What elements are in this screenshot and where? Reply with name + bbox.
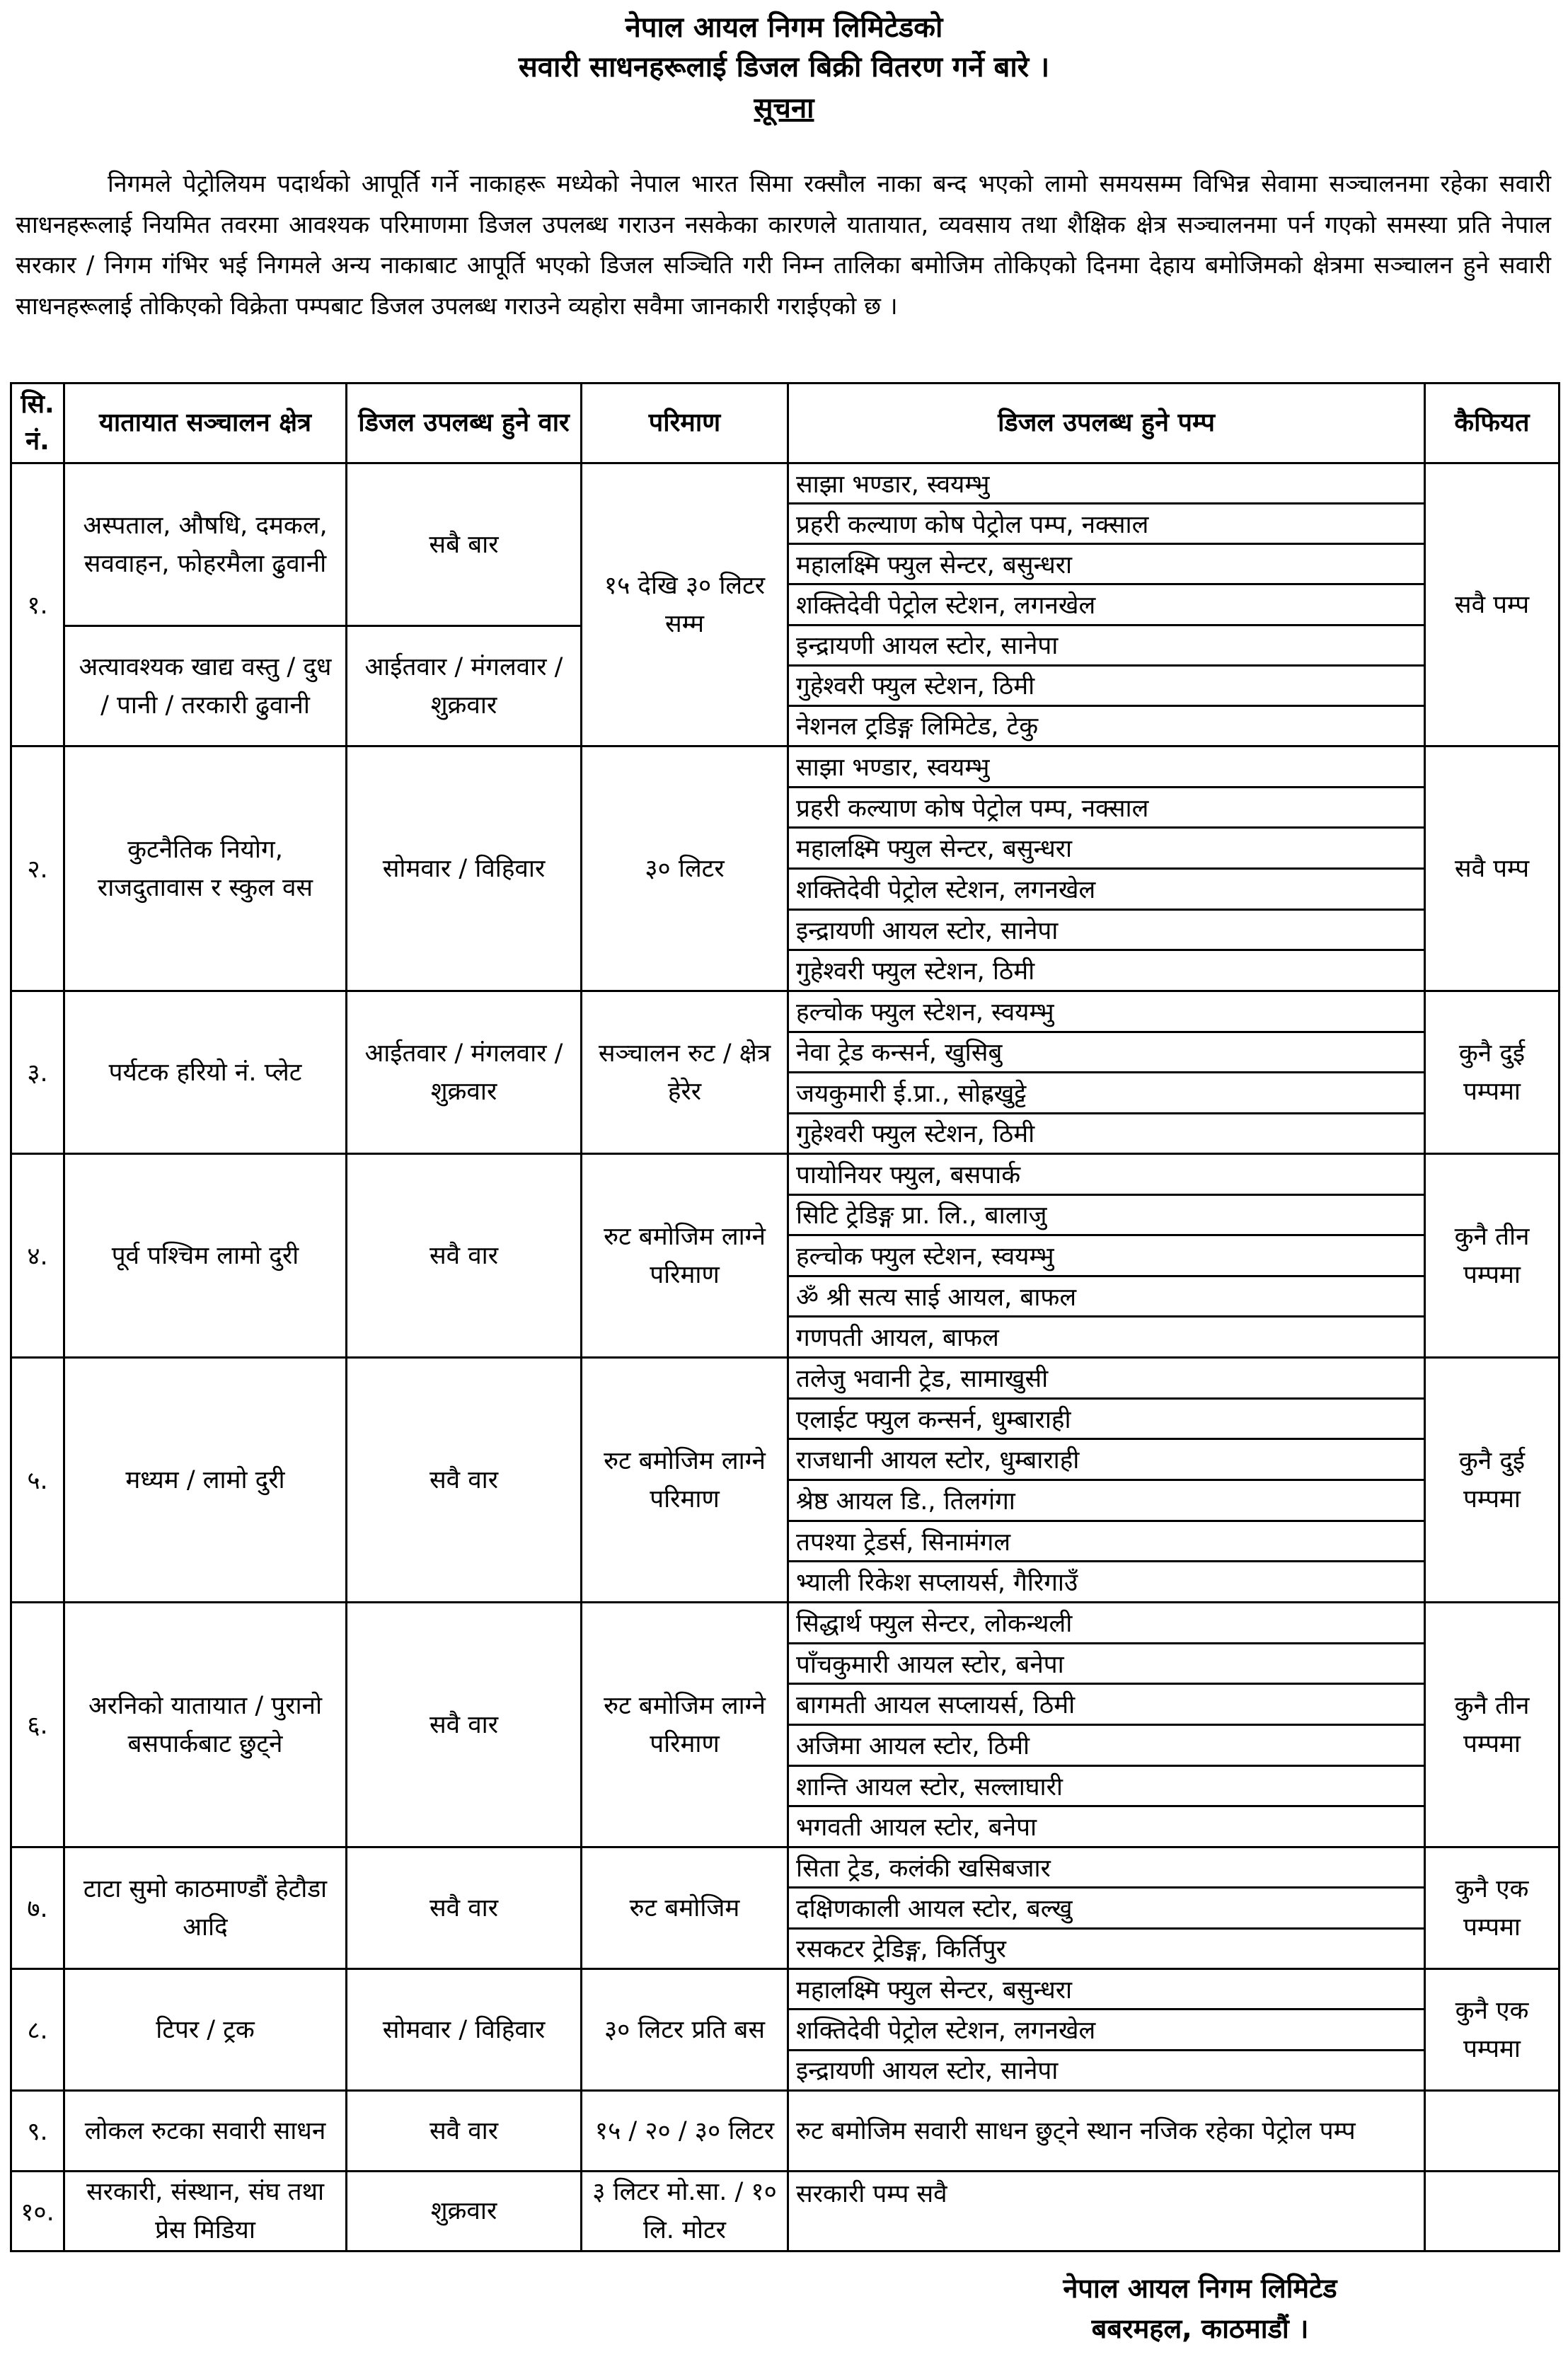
table-row — [11, 2172, 1560, 2251]
pump-item: प्रहरी कल्याण कोष पेट्रोल पम्प, नक्साल — [789, 788, 1424, 829]
table-row — [11, 1358, 1560, 1603]
row-qty: १५ / २० / ३० लिटर — [582, 2091, 788, 2172]
pump-item: तलेजु भवानी ट्रेड, सामाखुसी — [789, 1359, 1424, 1400]
row-sector: टाटा सुमो काठमाण्डौं हेटौडा आदि — [64, 1847, 347, 1969]
row-day: सवै वार — [347, 2091, 582, 2172]
table-row — [11, 1603, 1560, 1847]
pump-item: गुहेश्वरी फ्युल स्टेशन, ठिमी — [796, 957, 1035, 986]
pump-item: शान्ति आयल स्टोर, सल्लाघारी — [789, 1767, 1424, 1808]
row-qty: रुट बमोजिम लाग्ने परिमाण — [582, 1358, 788, 1603]
row-pumps — [788, 746, 1425, 991]
row-qty: रुट बमोजिम लाग्ने परिमाण — [582, 1603, 788, 1847]
row-day: सवै वार — [347, 1154, 582, 1358]
row-pumps — [788, 1847, 1425, 1969]
row-remark: कुनै एक पम्पमा — [1425, 1969, 1560, 2091]
pump-item: इन्द्रायणी आयल स्टोर, सानेपा — [789, 626, 1424, 667]
pump-item: प्रहरी कल्याण कोष पेट्रोल पम्प, नक्साल — [789, 504, 1424, 545]
intro-paragraph: निगमले पेट्रोलियम पदार्थको आपूर्ति गर्ने नाकाहरू मध्येको नेपाल भारत सिमा रक्सौल नाका बन्द भएको लामो समयसम्म विभिन्न सेवामा सञ्चालनमा रहेका सवारी साधनहरूलाई नियमित तवरमा आवश्यक परिमाणमा डिजल उपलब्ध गराउन नसकेका कारणले यातायात, व्यवसाय तथा शैक्षिक क्षेत्र सञ्चालनमा पर्न गएको समस्या प्रति नेपाल सरकार / निगम गंभिर भई निगमले अन्य नाकाबाट आपूर्ति भएको डिजल सञ्चिति गरी निम्न तालिका बमोजिम तोकिएको दिनमा देहाय बमोजिमको क्षेत्रमा सञ्चालन हुने सवारी साधनहरूलाई तोकिएको विक्रेता पम्पबाट डिजल उपलब्ध गराउने व्यहोरा सवैमा जानकारी गराईएको छ । — [16, 170, 1551, 321]
pump-item: इन्द्रायणी आयल स्टोर, सानेपा — [796, 2057, 1059, 2086]
pump-item: बागमती आयल सप्लायर्स, ठिमी — [789, 1685, 1424, 1726]
pump-item: पायोनियर फ्युल, बसपार्क — [789, 1155, 1424, 1196]
header-sector: यातायात सञ्चालन क्षेत्र — [64, 384, 347, 463]
pump-item: गुहेश्वरी फ्युल स्टेशन, ठिमी — [796, 1120, 1035, 1149]
row-day: सोमवार / विहिवार — [347, 1969, 582, 2091]
row-day: सवै वार — [347, 1847, 582, 1969]
row-day: सोमवार / विहिवार — [347, 746, 582, 991]
pump-item: रसकटर ट्रेडिङ्ग, किर्तिपुर — [796, 1935, 1006, 1964]
pump-item: गणपती आयल, बाफल — [796, 1324, 999, 1353]
row-remark: कुनै दुई पम्पमा — [1425, 991, 1560, 1154]
row-remark: कुनै तीन पम्पमा — [1425, 1603, 1560, 1847]
pump-item: एलाईट फ्युल कन्सर्न, धुम्बाराही — [789, 1400, 1424, 1441]
row-day: सवै वार — [347, 1603, 582, 1847]
row-pumps — [788, 1358, 1425, 1603]
pump-item: हल्चोक फ्युल स्टेशन, स्वयम्भु — [789, 1236, 1424, 1277]
row-sector: पूर्व पश्चिम लामो दुरी — [64, 1154, 347, 1358]
row-remark: कुनै दुई पम्पमा — [1425, 1358, 1560, 1603]
row-sn: १. — [11, 463, 64, 746]
row-pumps — [788, 1603, 1425, 1847]
row-pumps — [788, 991, 1425, 1154]
pump-item: नेवा ट्रेड कन्सर्न, खुसिबु — [789, 1033, 1424, 1074]
pump-item: सिता ट्रेड, कलंकी खसिबजार — [789, 1848, 1424, 1889]
header-sn: सि. नं. — [11, 384, 64, 463]
pump-item: महालक्ष्मि फ्युल सेन्टर, बसुन्धरा — [789, 545, 1424, 585]
pump-item: हल्चोक फ्युल स्टेशन, स्वयम्भु — [789, 992, 1424, 1033]
row-sn: ३. — [11, 991, 64, 1154]
row-day: आईतवार / मंगलवार / शुक्रवार — [347, 626, 582, 746]
pump-item: भगवती आयल स्टोर, बनेपा — [796, 1814, 1037, 1843]
row-sector: सरकारी, संस्थान, संघ तथा प्रेस मिडिया — [64, 2172, 347, 2251]
pump-item: तपश्या ट्रेडर्स, सिनामंगल — [789, 1522, 1424, 1563]
row-remark: सवै पम्प — [1425, 746, 1560, 991]
row-qty: रुट बमोजिम लाग्ने परिमाण — [582, 1154, 788, 1358]
row-day: आईतवार / मंगलवार / शुक्रवार — [347, 991, 582, 1154]
notice-subject: सवारी साधनहरूलाई डिजल बिक्री वितरण गर्ने बारे । — [518, 51, 1050, 83]
row-sector: अस्पताल, औषधि, दमकल, सववाहन, फोहरमैला ढुवानी — [64, 463, 347, 626]
pump-item: अजिमा आयल स्टोर, ठिमी — [789, 1726, 1424, 1767]
pump-item: शक्तिदेवी पेट्रोल स्टेशन, लगनखेल — [789, 870, 1424, 911]
pump-item: जयकुमारी ई.प्रा., सोह्रखुट्टे — [789, 1073, 1424, 1114]
footer-address: बबरमहल, काठमाडौं । — [1091, 2313, 1309, 2344]
table-row — [11, 463, 1560, 626]
row-sn: ४. — [11, 1154, 64, 1358]
pump-item: महालक्ष्मि फ्युल सेन्टर, बसुन्धरा — [789, 1970, 1424, 2010]
table-row — [11, 991, 1560, 1154]
pump-item: गुहेश्वरी फ्युल स्टेशन, ठिमी — [789, 667, 1424, 707]
row-sector: मध्यम / लामो दुरी — [64, 1358, 347, 1603]
row-qty: सञ्चालन रुट / क्षेत्र हेरेर — [582, 991, 788, 1154]
row-sector: अरनिको यातायात / पुरानो बसपार्कबाट छुट्ने — [64, 1603, 347, 1847]
table-row — [11, 1969, 1560, 2091]
row-qty: रुट बमोजिम — [582, 1847, 788, 1969]
pump-item: दक्षिणकाली आयल स्टोर, बल्खु — [789, 1889, 1424, 1929]
row-remark — [1425, 2172, 1560, 2251]
row-pump-text: सरकारी पम्प सवै — [788, 2172, 1425, 2251]
row-qty: ३० लिटर — [582, 746, 788, 991]
table-header-row — [11, 384, 1560, 463]
pump-item: इन्द्रायणी आयल स्टोर, सानेपा — [789, 911, 1424, 952]
table-row — [11, 1847, 1560, 1969]
row-sn: ८. — [11, 1969, 64, 2091]
pump-item: शक्तिदेवी पेट्रोल स्टेशन, लगनखेल — [789, 585, 1424, 625]
pump-item: सिटि ट्रेडिङ्ग प्रा. लि., बालाजु — [789, 1196, 1424, 1237]
row-sector: लोकल रुटका सवारी साधन — [64, 2091, 347, 2172]
table-row — [11, 746, 1560, 991]
row-sn: ९. — [11, 2091, 64, 2172]
notice-org-title: नेपाल आयल निगम लिमिटेडको — [625, 11, 943, 44]
table-row — [11, 2091, 1560, 2172]
pump-item: पाँचकुमारी आयल स्टोर, बनेपा — [789, 1644, 1424, 1685]
pump-item: राजधानी आयल स्टोर, धुम्बाराही — [789, 1440, 1424, 1481]
pump-item: साझा भण्डार, स्वयम्भु — [789, 464, 1424, 504]
header-remark: कैफियत — [1425, 384, 1560, 463]
row-sn: ५. — [11, 1358, 64, 1603]
row-qty: १५ देखि ३० लिटर सम्म — [582, 463, 788, 746]
header-qty: परिमाण — [582, 384, 788, 463]
row-remark: सवै पम्प — [1425, 463, 1560, 746]
row-day: सबै बार — [347, 463, 582, 626]
row-sector: कुटनैतिक नियोग, राजदुतावास र स्कुल वस — [64, 746, 347, 991]
row-day: सवै वार — [347, 1358, 582, 1603]
table-row — [11, 1154, 1560, 1358]
row-sector: अत्यावश्यक खाद्य वस्तु / दुध / पानी / तरकारी ढुवानी — [64, 626, 347, 746]
row-qty: ३० लिटर प्रति बस — [582, 1969, 788, 2091]
row-pumps — [788, 463, 1425, 746]
pump-item: सिद्धार्थ फ्युल सेन्टर, लोकन्थली — [789, 1603, 1424, 1644]
notice-label: सूचना — [754, 92, 814, 125]
header-pump: डिजल उपलब्ध हुने पम्प — [788, 384, 1425, 463]
diesel-distribution-table — [10, 382, 1560, 2252]
pump-item: शक्तिदेवी पेट्रोल स्टेशन, लगनखेल — [789, 2010, 1424, 2051]
row-remark: कुनै तीन पम्पमा — [1425, 1154, 1560, 1358]
row-pumps — [788, 1969, 1425, 2091]
pump-item: नेशनल ट्रडिङ्ग लिमिटेड, टेकु — [796, 713, 1039, 742]
pump-item: भ्याली रिकेश सप्लायर्स, गैरिगाउँ — [796, 1569, 1078, 1598]
row-sn: ६. — [11, 1603, 64, 1847]
row-sn: १०. — [11, 2172, 64, 2251]
row-sn: २. — [11, 746, 64, 991]
pump-item: महालक्ष्मि फ्युल सेन्टर, बसुन्धरा — [789, 829, 1424, 870]
row-sector: टिपर / ट्रक — [64, 1969, 347, 2091]
pump-item: साझा भण्डार, स्वयम्भु — [789, 747, 1424, 788]
row-pumps — [788, 1154, 1425, 1358]
row-remark — [1425, 2091, 1560, 2172]
row-day: शुक्रवार — [347, 2172, 582, 2251]
pump-item: श्रेष्ठ आयल डि., तिलगंगा — [789, 1481, 1424, 1522]
pump-item: ॐ श्री सत्य साई आयल, बाफल — [789, 1277, 1424, 1318]
footer-org: नेपाल आयल निगम लिमिटेड — [1063, 2273, 1337, 2304]
row-qty: ३ लिटर मो.सा. / १० लि. मोटर — [582, 2172, 788, 2251]
row-remark: कुनै एक पम्पमा — [1425, 1847, 1560, 1969]
header-day: डिजल उपलब्ध हुने वार — [347, 384, 582, 463]
row-pump-text: रुट बमोजिम सवारी साधन छुट्ने स्थान नजिक रहेका पेट्रोल पम्प — [788, 2091, 1425, 2172]
row-sn: ७. — [11, 1847, 64, 1969]
row-sector: पर्यटक हरियो नं. प्लेट — [64, 991, 347, 1154]
